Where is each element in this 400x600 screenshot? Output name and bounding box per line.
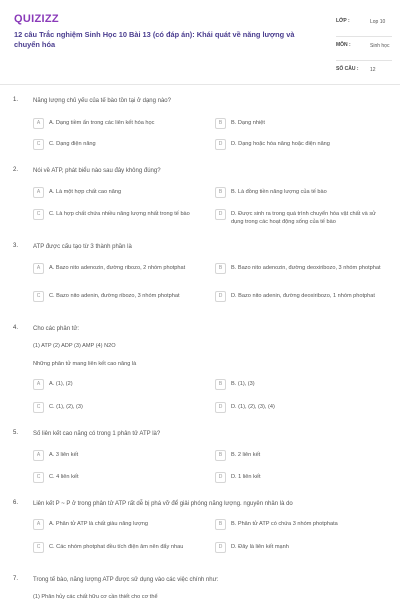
option-b[interactable] xyxy=(215,118,381,129)
option-c[interactable] xyxy=(33,542,199,553)
option-letter-badge: A xyxy=(33,379,44,390)
option-a[interactable] xyxy=(33,379,199,390)
option-letter-badge: B xyxy=(215,450,226,461)
question-number: 3. xyxy=(13,243,19,249)
option-text: A. 3 liên kết xyxy=(49,452,79,458)
option-letter-badge: D xyxy=(215,472,226,483)
question-number: 2. xyxy=(13,167,19,173)
worksheet-meta xyxy=(336,15,392,77)
option-b[interactable] xyxy=(215,450,381,461)
option-letter-badge: C xyxy=(33,402,44,413)
option-text: A. Bazo nito adenozin, đường ribozo, 2 nhóm photphat xyxy=(49,265,186,271)
option-letter-badge: A xyxy=(33,450,44,461)
option-letter-badge: D xyxy=(215,139,226,150)
option-text: B. (1), (3) xyxy=(231,381,255,387)
option-d[interactable] xyxy=(215,542,381,553)
option-text: C. Bazo nito adenin, đường ribozo, 3 nhóm photphat xyxy=(49,293,180,299)
option-a[interactable] xyxy=(33,450,199,461)
option-c[interactable] xyxy=(33,472,199,483)
meta-subject-value: Sinh học xyxy=(370,43,390,49)
question-molecule-list: (1) ATP (2) ADP (3) AMP (4) N2O xyxy=(33,343,116,349)
option-text: B. 2 liên kết xyxy=(231,452,261,458)
option-b[interactable] xyxy=(215,379,381,390)
option-text: C. (1), (2), (3) xyxy=(49,404,83,410)
option-letter-badge: B xyxy=(215,263,226,274)
option-letter-badge: B xyxy=(215,379,226,390)
option-letter-badge: A xyxy=(33,118,44,129)
option-letter-badge: D xyxy=(215,209,226,220)
option-d[interactable] xyxy=(215,139,381,150)
meta-subject-label: MÔN : xyxy=(336,42,351,48)
option-text: B. Bazo nito adenozin, đường deoxiribozo, 3 nhóm photphat xyxy=(231,265,381,271)
option-b[interactable] xyxy=(215,519,381,530)
option-c[interactable] xyxy=(33,291,199,302)
option-text: D. Đây là liên kết mạnh xyxy=(231,544,289,550)
meta-count-row xyxy=(336,61,392,77)
option-text: C. Dạng điện năng xyxy=(49,141,96,147)
option-b[interactable] xyxy=(215,187,381,198)
option-letter-badge: C xyxy=(33,139,44,150)
quizizz-logo: QUIZIZZ xyxy=(14,13,59,25)
option-text: C. 4 liên kết xyxy=(49,474,79,480)
option-c[interactable] xyxy=(33,402,199,413)
option-text: D. Bazo nito adenin, đường deoxiribozo, 1 nhóm photphat xyxy=(231,293,375,299)
question-text: Năng lượng chủ yếu của tế bào tồn tại ở dạng nào? xyxy=(33,98,171,104)
meta-subject-row xyxy=(336,37,392,61)
question-number: 6. xyxy=(13,500,19,506)
option-text: A. Dạng tiềm ẩn trong các liên kết hóa học xyxy=(49,120,155,126)
option-letter-badge: C xyxy=(33,291,44,302)
question-text: Nói về ATP, phát biểu nào sau đây không đúng? xyxy=(33,168,161,174)
option-letter-badge: B xyxy=(215,118,226,129)
option-text: B. Phân tử ATP có chứa 3 nhóm photphata xyxy=(231,521,338,527)
option-text: B. Là đồng tiền năng lượng của tế bào xyxy=(231,189,327,195)
question-number: 4. xyxy=(13,325,19,331)
meta-class-row xyxy=(336,15,392,37)
worksheet-header xyxy=(0,0,400,85)
option-letter-badge: D xyxy=(215,291,226,302)
option-letter-badge: A xyxy=(33,519,44,530)
option-letter-badge: C xyxy=(33,542,44,553)
option-letter-badge: B xyxy=(215,519,226,530)
question-text: Trong tế bào, năng lượng ATP được sử dụng vào các việc chính như: xyxy=(33,577,219,583)
question-statement-1: (1) Phân hủy các chất hữu cơ cần thiết cho cơ thể xyxy=(33,594,158,600)
option-a[interactable] xyxy=(33,118,199,129)
worksheet-title: 12 câu Trắc nghiệm Sinh Học 10 Bài 13 (có đáp án): Khái quát về năng lượng và chuyển hóa xyxy=(14,30,295,49)
option-c[interactable] xyxy=(33,139,199,150)
meta-count-value: 12 xyxy=(370,67,376,73)
option-text: B. Dạng nhiệt xyxy=(231,120,265,126)
option-letter-badge: A xyxy=(33,187,44,198)
question-number: 1. xyxy=(13,97,19,103)
option-text: A. Phân tử ATP là chất giàu năng lượng xyxy=(49,521,148,527)
option-text: D. Dạng hoặc hóa năng hoặc điện năng xyxy=(231,141,330,147)
question-text: Cho các phân tử: xyxy=(33,326,80,332)
option-text: A. (1), (2) xyxy=(49,381,73,387)
option-d[interactable] xyxy=(215,472,381,483)
option-a[interactable] xyxy=(33,263,199,274)
option-text: D. Được sinh ra trong quá trình chuyển hóa vật chất và sử dụng trong các hoạt động sống của tế bào xyxy=(231,211,376,225)
option-letter-badge: C xyxy=(33,472,44,483)
question-text: Số liên kết cao năng có trong 1 phân tử ATP là? xyxy=(33,431,161,437)
option-letter-badge: D xyxy=(215,402,226,413)
question-text: Liên kết P ~ P ở trong phân tử ATP rất dễ bị phá vỡ để giải phóng năng lượng. nguyên nhân là do xyxy=(33,501,293,507)
question-text: ATP được cấu tạo từ 3 thành phần là xyxy=(33,244,132,250)
meta-class-label: LỚP : xyxy=(336,18,350,24)
option-letter-badge: C xyxy=(33,209,44,220)
option-text: C. Các nhóm photphat đều tích điện âm nên đẩy nhau xyxy=(49,544,184,550)
option-b[interactable] xyxy=(215,263,381,274)
option-text: C. Là hợp chất chứa nhiều năng lượng nhất trong tế bào xyxy=(49,211,190,217)
option-text: D. (1), (2), (3), (4) xyxy=(231,404,275,410)
meta-count-label: SỐ CÂU : xyxy=(336,66,359,72)
option-text: A. Là một hợp chất cao năng xyxy=(49,189,122,195)
option-d[interactable] xyxy=(215,402,381,413)
option-d[interactable] xyxy=(215,291,381,302)
option-letter-badge: B xyxy=(215,187,226,198)
question-number: 7. xyxy=(13,576,19,582)
option-text: D. 1 liên kết xyxy=(231,474,261,480)
question-prompt: Những phân tử mang liên kết cao năng là xyxy=(33,361,137,367)
question-number: 5. xyxy=(13,430,19,436)
option-a[interactable] xyxy=(33,519,199,530)
meta-class-value: Lop 10 xyxy=(370,19,386,25)
option-letter-badge: D xyxy=(215,542,226,553)
option-c[interactable] xyxy=(33,209,199,220)
option-d[interactable] xyxy=(215,209,381,226)
option-letter-badge: A xyxy=(33,263,44,274)
option-a[interactable] xyxy=(33,187,199,198)
